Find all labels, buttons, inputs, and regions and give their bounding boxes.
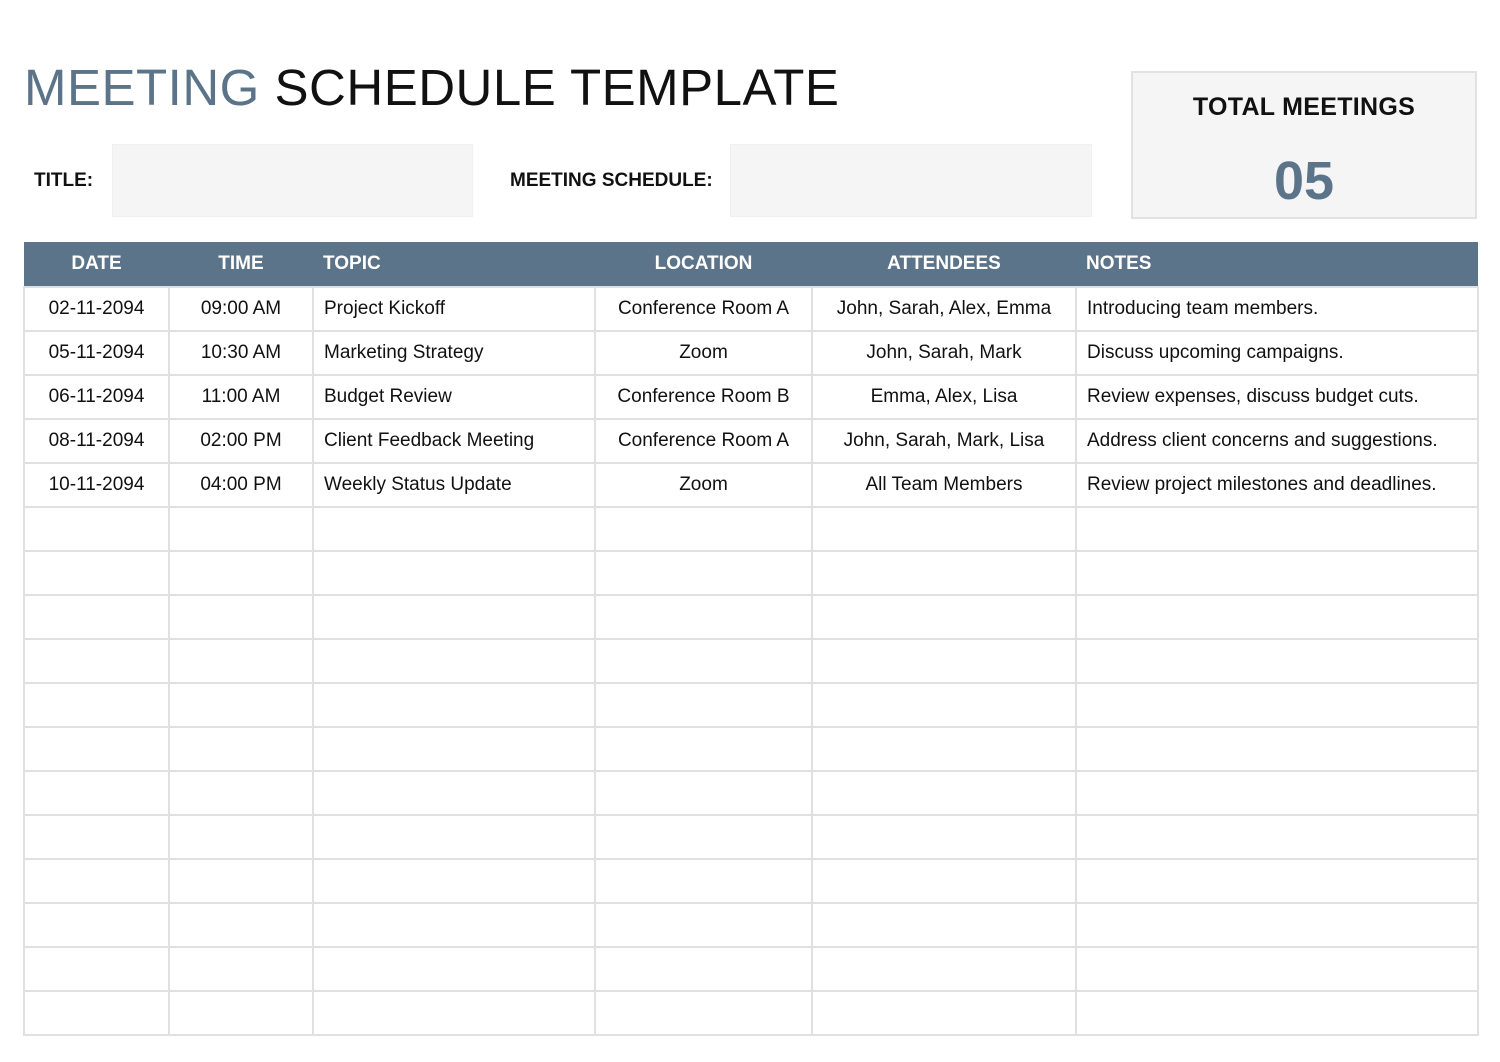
cell-attendees[interactable]: [812, 991, 1076, 1035]
cell-notes[interactable]: Introducing team members.: [1076, 287, 1478, 331]
cell-notes[interactable]: [1076, 859, 1478, 903]
cell-attendees[interactable]: [812, 947, 1076, 991]
cell-topic[interactable]: [313, 859, 595, 903]
cell-topic[interactable]: Weekly Status Update: [313, 463, 595, 507]
cell-topic[interactable]: [313, 991, 595, 1035]
cell-attendees[interactable]: [812, 859, 1076, 903]
cell-topic[interactable]: [313, 551, 595, 595]
cell-notes[interactable]: [1076, 551, 1478, 595]
table-row: [24, 727, 1478, 771]
cell-location[interactable]: [595, 991, 812, 1035]
cell-location[interactable]: [595, 815, 812, 859]
cell-date[interactable]: [24, 991, 169, 1035]
total-meetings-label: TOTAL MEETINGS: [1192, 93, 1416, 121]
cell-time[interactable]: [169, 859, 313, 903]
cell-location[interactable]: Zoom: [595, 331, 812, 375]
cell-location[interactable]: Conference Room B: [595, 375, 812, 419]
cell-topic[interactable]: Project Kickoff: [313, 287, 595, 331]
meeting-schedule-field[interactable]: [730, 144, 1092, 217]
page-title-rest: SCHEDULE TEMPLATE: [274, 59, 840, 116]
cell-time[interactable]: [169, 815, 313, 859]
cell-time[interactable]: [169, 727, 313, 771]
cell-notes[interactable]: [1076, 947, 1478, 991]
cell-topic[interactable]: [313, 815, 595, 859]
cell-notes[interactable]: [1076, 771, 1478, 815]
cell-attendees[interactable]: [812, 771, 1076, 815]
table-row: [24, 639, 1478, 683]
cell-time[interactable]: [169, 639, 313, 683]
cell-time[interactable]: [169, 903, 313, 947]
column-header-time: TIME: [169, 242, 313, 287]
cell-attendees[interactable]: John, Sarah, Alex, Emma: [812, 287, 1076, 331]
cell-topic[interactable]: [313, 771, 595, 815]
cell-date[interactable]: [24, 507, 169, 551]
table-header-row: [24, 242, 1478, 287]
cell-topic[interactable]: [313, 507, 595, 551]
cell-topic[interactable]: Client Feedback Meeting: [313, 419, 595, 463]
column-header-location: LOCATION: [595, 242, 812, 287]
cell-location[interactable]: [595, 639, 812, 683]
cell-date[interactable]: [24, 815, 169, 859]
cell-date[interactable]: [24, 551, 169, 595]
page-title: [24, 58, 839, 118]
cell-date[interactable]: [24, 683, 169, 727]
cell-date[interactable]: 10-11-2094: [24, 463, 169, 507]
table-row: [24, 375, 1478, 419]
meeting-schedule-label: MEETING SCHEDULE:: [510, 170, 713, 191]
cell-location[interactable]: [595, 507, 812, 551]
cell-location[interactable]: [595, 595, 812, 639]
cell-attendees[interactable]: [812, 639, 1076, 683]
cell-date[interactable]: 06-11-2094: [24, 375, 169, 419]
cell-location[interactable]: [595, 859, 812, 903]
cell-attendees[interactable]: [812, 815, 1076, 859]
table-row: [24, 903, 1478, 947]
cell-time[interactable]: [169, 991, 313, 1035]
cell-notes[interactable]: Discuss upcoming campaigns.: [1076, 331, 1478, 375]
title-field[interactable]: [112, 144, 473, 217]
cell-attendees[interactable]: John, Sarah, Mark, Lisa: [812, 419, 1076, 463]
cell-attendees[interactable]: [812, 595, 1076, 639]
column-header-attendees: ATTENDEES: [812, 242, 1076, 287]
cell-notes[interactable]: Address client concerns and suggestions.: [1076, 419, 1478, 463]
cell-attendees[interactable]: John, Sarah, Mark: [812, 331, 1076, 375]
cell-topic[interactable]: Marketing Strategy: [313, 331, 595, 375]
cell-date[interactable]: [24, 771, 169, 815]
cell-location[interactable]: Conference Room A: [595, 419, 812, 463]
cell-location[interactable]: [595, 683, 812, 727]
cell-attendees[interactable]: [812, 683, 1076, 727]
cell-time[interactable]: [169, 507, 313, 551]
table-row: [24, 991, 1478, 1035]
cell-topic[interactable]: [313, 947, 595, 991]
table-row: [24, 771, 1478, 815]
cell-notes[interactable]: [1076, 639, 1478, 683]
table-row: [24, 551, 1478, 595]
cell-attendees[interactable]: [812, 551, 1076, 595]
table-row: [24, 331, 1478, 375]
cell-date[interactable]: [24, 727, 169, 771]
table-row: [24, 419, 1478, 463]
cell-time[interactable]: 09:00 AM: [169, 287, 313, 331]
cell-location[interactable]: Conference Room A: [595, 287, 812, 331]
cell-attendees[interactable]: [812, 903, 1076, 947]
cell-date[interactable]: [24, 903, 169, 947]
cell-date[interactable]: 02-11-2094: [24, 287, 169, 331]
cell-location[interactable]: [595, 947, 812, 991]
cell-attendees[interactable]: [812, 507, 1076, 551]
column-header-notes: NOTES: [1076, 242, 1478, 287]
cell-notes[interactable]: [1076, 991, 1478, 1035]
cell-notes[interactable]: [1076, 727, 1478, 771]
table-row: [24, 683, 1478, 727]
cell-notes[interactable]: [1076, 595, 1478, 639]
cell-location[interactable]: [595, 727, 812, 771]
cell-notes[interactable]: [1076, 683, 1478, 727]
page-title-accent: MEETING: [24, 59, 260, 116]
cell-location[interactable]: Zoom: [595, 463, 812, 507]
cell-time[interactable]: 11:00 AM: [169, 375, 313, 419]
cell-attendees[interactable]: All Team Members: [812, 463, 1076, 507]
cell-topic[interactable]: [313, 903, 595, 947]
cell-notes[interactable]: [1076, 815, 1478, 859]
cell-notes[interactable]: Review project milestones and deadlines.: [1076, 463, 1478, 507]
cell-time[interactable]: 10:30 AM: [169, 331, 313, 375]
cell-topic[interactable]: [313, 595, 595, 639]
column-header-topic: TOPIC: [313, 242, 595, 287]
table-row: [24, 815, 1478, 859]
cell-time[interactable]: [169, 683, 313, 727]
cell-date[interactable]: [24, 639, 169, 683]
cell-date[interactable]: [24, 595, 169, 639]
cell-time[interactable]: [169, 595, 313, 639]
cell-notes[interactable]: [1076, 507, 1478, 551]
meeting-schedule-table: [23, 242, 1479, 1036]
cell-time[interactable]: [169, 771, 313, 815]
table-row: [24, 859, 1478, 903]
cell-notes[interactable]: [1076, 903, 1478, 947]
cell-location[interactable]: [595, 551, 812, 595]
title-label: TITLE:: [34, 170, 94, 191]
cell-date[interactable]: 08-11-2094: [24, 419, 169, 463]
column-header-date: DATE: [24, 242, 169, 287]
cell-date[interactable]: 05-11-2094: [24, 331, 169, 375]
cell-time[interactable]: [169, 551, 313, 595]
cell-location[interactable]: [595, 903, 812, 947]
table-row: [24, 595, 1478, 639]
cell-topic[interactable]: [313, 683, 595, 727]
table-row: [24, 463, 1478, 507]
cell-date[interactable]: [24, 859, 169, 903]
total-meetings-card: [1131, 71, 1477, 219]
cell-notes[interactable]: Review expenses, discuss budget cuts.: [1076, 375, 1478, 419]
cell-date[interactable]: [24, 947, 169, 991]
cell-time[interactable]: 02:00 PM: [169, 419, 313, 463]
cell-attendees[interactable]: Emma, Alex, Lisa: [812, 375, 1076, 419]
cell-topic[interactable]: [313, 639, 595, 683]
cell-time[interactable]: [169, 947, 313, 991]
total-meetings-value: 05: [1273, 151, 1335, 211]
cell-attendees[interactable]: [812, 727, 1076, 771]
table-row: [24, 947, 1478, 991]
cell-topic[interactable]: [313, 727, 595, 771]
cell-time[interactable]: 04:00 PM: [169, 463, 313, 507]
table-row: [24, 507, 1478, 551]
cell-topic[interactable]: Budget Review: [313, 375, 595, 419]
cell-location[interactable]: [595, 771, 812, 815]
table-row: [24, 287, 1478, 331]
